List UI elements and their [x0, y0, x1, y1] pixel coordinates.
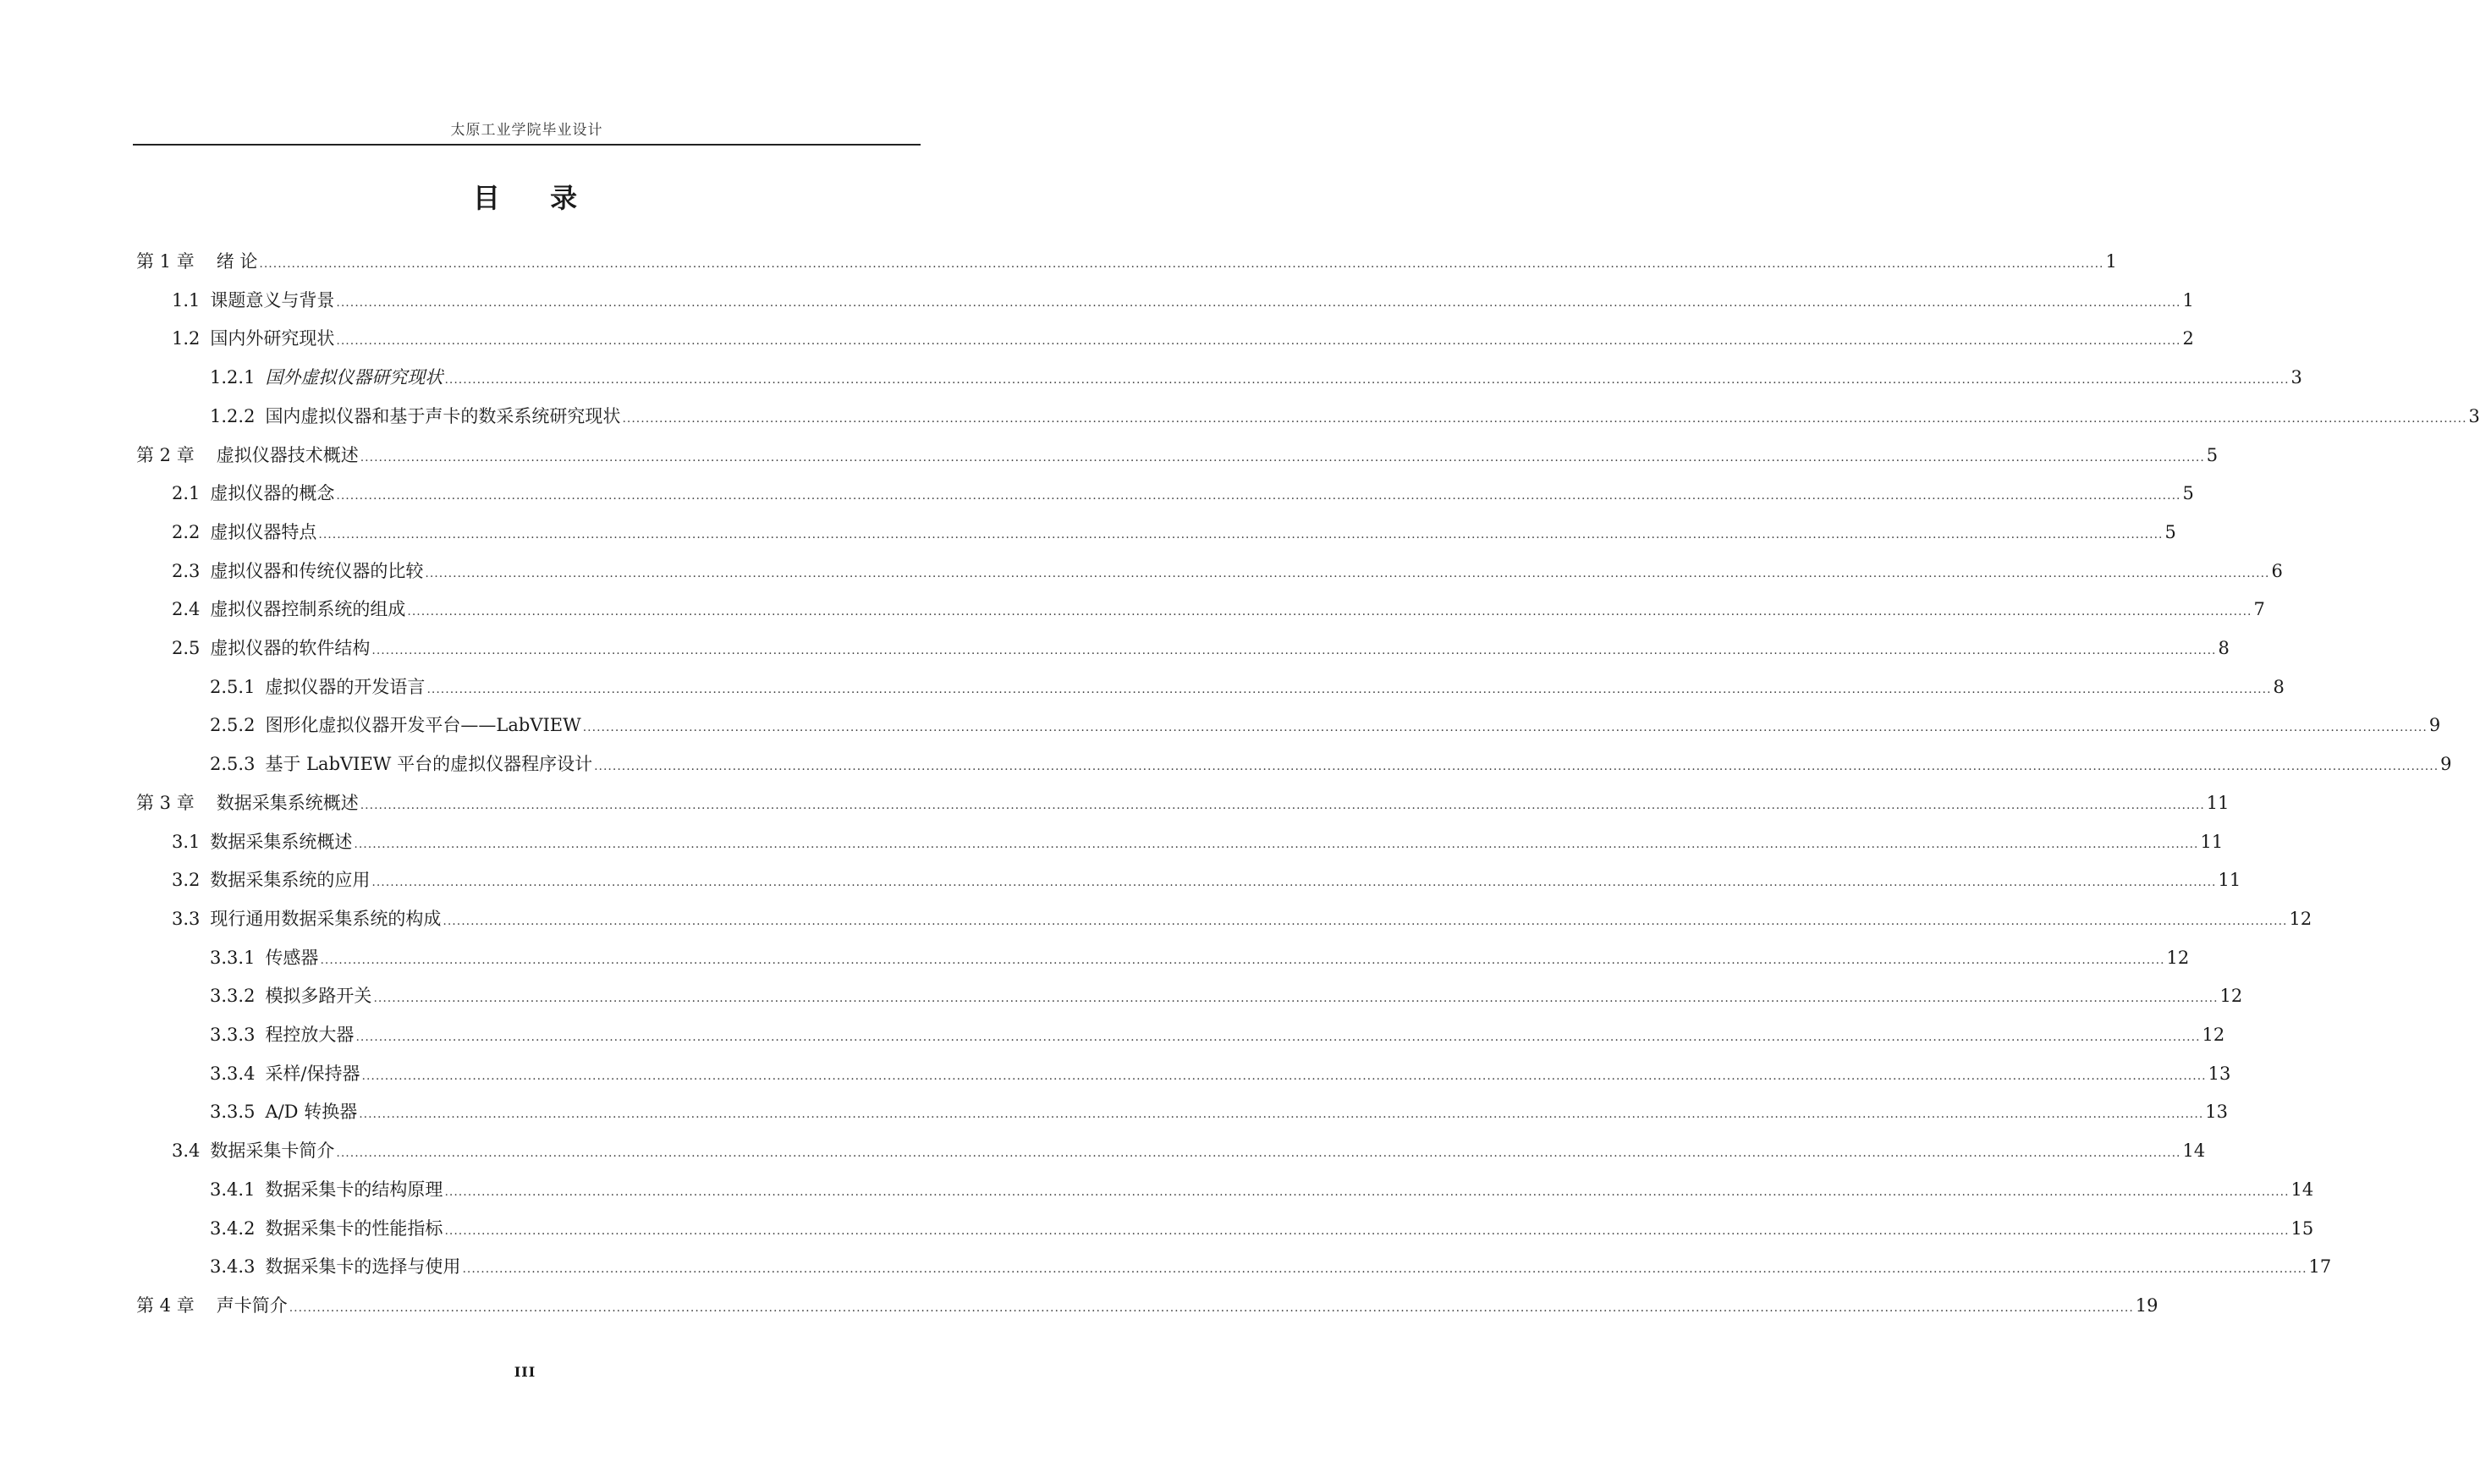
toc-entry-number: 1.2.1 [210, 367, 256, 388]
toc-entry-page: 11 [2218, 870, 2241, 891]
toc-entry[interactable] [210, 1020, 2225, 1050]
toc-entry-page: 9 [2440, 754, 2452, 775]
toc-dot-leader: ................................................................................................................................................................................................................................................................................................................................................................................................................ [371, 644, 2217, 657]
toc-entry-title: 虚拟仪器特点 [210, 521, 317, 542]
toc-dot-leader: ................................................................................................................................................................................................................................................................................................................................................................................................................ [444, 1223, 2290, 1238]
toc-entry-title: 程控放大器 [265, 1025, 355, 1045]
toc-entry-page: 13 [2205, 1102, 2229, 1123]
toc-entry-title: 国外虚拟仪器研究现状 [265, 367, 443, 388]
toc-entry-page: 12 [2166, 947, 2190, 968]
toc-entry-page: 12 [2289, 908, 2312, 929]
toc-entry-number: 3.4.3 [210, 1256, 256, 1278]
toc-entry-title: 采样/保持器 [265, 1063, 360, 1084]
toc-entry[interactable] [210, 749, 2452, 779]
toc-entry-number: 2.5.1 [210, 676, 256, 697]
toc-dot-leader: ................................................................................................................................................................................................................................................................................................................................................................................................................ [426, 682, 2272, 696]
toc-entry-number: 2.1 [172, 483, 201, 504]
toc-entry-page: 15 [2290, 1217, 2314, 1239]
toc-entry-page: 14 [2290, 1179, 2314, 1200]
toc-entry-number: 2.3 [172, 560, 201, 581]
toc-entry-page: 19 [2135, 1294, 2158, 1316]
toc-entry[interactable] [210, 981, 2243, 1011]
toc-dot-leader: ................................................................................................................................................................................................................................................................................................................................................................................................................ [336, 489, 2181, 503]
toc-entry-title: 基于 LabVIEW 平台的虚拟仪器程序设计 [265, 754, 593, 775]
toc-entry[interactable] [210, 672, 2285, 702]
toc-dot-leader: ................................................................................................................................................................................................................................................................................................................................................................................................................ [336, 295, 2181, 310]
toc-entry[interactable] [210, 1097, 2229, 1127]
toc-dot-leader: ................................................................................................................................................................................................................................................................................................................................................................................................................ [371, 876, 2217, 890]
toc-entry-number: 第 1 章 [136, 251, 195, 272]
toc-dot-leader: ................................................................................................................................................................................................................................................................................................................................................................................................................ [407, 605, 2252, 619]
toc-entry-number: 第 2 章 [136, 444, 195, 465]
toc-dot-leader: ................................................................................................................................................................................................................................................................................................................................................................................................................ [373, 992, 2219, 1006]
toc-entry-page: 7 [2253, 599, 2265, 620]
toc-dot-leader: ................................................................................................................................................................................................................................................................................................................................................................................................................ [336, 334, 2181, 349]
toc-entry-number: 3.1 [172, 831, 201, 852]
toc-entry[interactable] [136, 440, 2219, 470]
toc-entry-title: 课题意义与背景 [210, 289, 335, 311]
toc-entry-title: 图形化虚拟仪器开发平台——LabVIEW [265, 715, 581, 736]
toc-entry-title: 数据采集系统的应用 [210, 870, 371, 891]
toc-dot-leader: ................................................................................................................................................................................................................................................................................................................................................................................................................ [462, 1262, 2307, 1277]
toc-entry-number: 2.4 [172, 599, 201, 620]
toc-entry-title: 数据采集卡简介 [210, 1140, 335, 1162]
toc-dot-leader: ................................................................................................................................................................................................................................................................................................................................................................................................................ [354, 837, 2199, 851]
toc-entry-number: 3.3.2 [210, 986, 256, 1007]
toc-entry-page: 3 [2290, 367, 2302, 388]
toc-entry[interactable] [172, 904, 2312, 934]
toc-dot-leader: ................................................................................................................................................................................................................................................................................................................................................................................................................ [289, 1300, 2134, 1315]
page-number: III [514, 1364, 536, 1380]
toc-entry-title: 数据采集系统概述 [210, 831, 353, 852]
toc-entry-page: 5 [2164, 521, 2176, 542]
toc-entry-title: 现行通用数据采集系统的构成 [210, 908, 442, 929]
toc-entry-number: 第 4 章 [136, 1294, 195, 1316]
toc-dot-leader: ................................................................................................................................................................................................................................................................................................................................................................................................................ [259, 257, 2104, 271]
toc-entry[interactable] [172, 827, 2224, 857]
toc-entry-title: 数据采集卡的选择与使用 [265, 1256, 461, 1278]
toc-dot-leader: ................................................................................................................................................................................................................................................................................................................................................................................................................ [622, 411, 2467, 426]
toc-entry-number: 1.1 [172, 289, 201, 311]
toc-entry-number: 1.2 [172, 328, 201, 349]
toc-entry-title: 虚拟仪器的概念 [210, 483, 335, 504]
toc-entry-page: 5 [2182, 483, 2194, 504]
toc-entry-number: 3.3 [172, 908, 201, 929]
toc-entry-title: 虚拟仪器的开发语言 [265, 676, 426, 697]
toc-entry-number: 2.5.3 [210, 754, 256, 775]
toc-entry-number: 3.3.4 [210, 1063, 256, 1084]
toc-entry[interactable] [172, 1135, 2206, 1166]
toc-entry-title: 虚拟仪器控制系统的组成 [210, 599, 406, 620]
toc-entry-title: 数据采集系统概述 [216, 792, 359, 813]
toc-dot-leader: ................................................................................................................................................................................................................................................................................................................................................................................................................ [336, 1146, 2181, 1161]
toc-dot-leader: ................................................................................................................................................................................................................................................................................................................................................................................................................ [444, 373, 2290, 387]
toc-entry-number: 3.4.2 [210, 1217, 256, 1239]
toc-dot-leader: ................................................................................................................................................................................................................................................................................................................................................................................................................ [361, 1069, 2207, 1083]
toc-entry[interactable] [172, 517, 2176, 547]
toc-entry-page: 8 [2218, 638, 2230, 658]
toc-dot-leader: ................................................................................................................................................................................................................................................................................................................................................................................................................ [320, 953, 2165, 967]
toc-dot-leader: ................................................................................................................................................................................................................................................................................................................................................................................................................ [582, 721, 2428, 735]
toc-entry-title: 传感器 [265, 947, 319, 968]
toc-entry-number: 3.2 [172, 870, 201, 891]
toc-entry-number: 第 3 章 [136, 792, 195, 813]
toc-entry-title: 绪 论 [216, 251, 258, 272]
toc-dot-leader: ................................................................................................................................................................................................................................................................................................................................................................................................................ [360, 450, 2205, 464]
toc-dot-leader: ................................................................................................................................................................................................................................................................................................................................................................................................................ [594, 760, 2439, 774]
toc-entry[interactable] [172, 323, 2194, 354]
toc-dot-leader: ................................................................................................................................................................................................................................................................................................................................................................................................................ [360, 798, 2205, 812]
toc-entry[interactable] [210, 1058, 2231, 1089]
toc-entry[interactable] [210, 710, 2441, 740]
toc-entry-page: 14 [2182, 1140, 2206, 1162]
toc-entry-title: 虚拟仪器技术概述 [216, 444, 359, 465]
toc-entry-number: 3.4.1 [210, 1179, 256, 1200]
page-header [133, 117, 921, 146]
toc-entry[interactable] [210, 943, 2190, 973]
toc-entry[interactable] [172, 285, 2194, 316]
toc-entry-page: 12 [2219, 986, 2243, 1007]
toc-entry[interactable] [172, 594, 2265, 624]
toc-entry-title: 国内外研究现状 [210, 328, 335, 349]
toc-entry-page: 13 [2208, 1063, 2231, 1084]
toc-entry[interactable] [172, 633, 2230, 663]
toc-entry-page: 12 [2202, 1025, 2225, 1045]
toc-entry-page: 17 [2308, 1256, 2332, 1278]
toc-entry-title: 声卡简介 [216, 1294, 288, 1316]
toc-title: 目 录 [472, 182, 598, 214]
toc-dot-leader: ................................................................................................................................................................................................................................................................................................................................................................................................................ [443, 914, 2288, 928]
toc-entry-page: 1 [2182, 289, 2194, 311]
toc-entry[interactable] [172, 556, 2283, 586]
toc-entry[interactable] [172, 478, 2194, 508]
toc-entry-number: 2.5 [172, 638, 201, 658]
toc-entry[interactable] [172, 865, 2241, 895]
toc-entry-title: 虚拟仪器的软件结构 [210, 638, 371, 658]
toc-entry[interactable] [136, 246, 2117, 277]
toc-entry-number: 3.3.1 [210, 947, 256, 968]
toc-entry-number: 2.5.2 [210, 715, 256, 736]
toc-entry-page: 11 [2200, 831, 2224, 852]
toc-dot-leader: ................................................................................................................................................................................................................................................................................................................................................................................................................ [444, 1184, 2290, 1199]
toc-entry-page: 5 [2206, 444, 2219, 465]
toc-entry-page: 3 [2468, 405, 2480, 426]
toc-entry-page: 1 [2105, 251, 2117, 272]
toc-entry-number: 2.2 [172, 521, 201, 542]
toc-dot-leader: ................................................................................................................................................................................................................................................................................................................................................................................................................ [359, 1108, 2204, 1122]
toc-entry-page: 2 [2182, 328, 2194, 349]
toc-entry[interactable] [136, 788, 2230, 818]
toc-entry-title: 模拟多路开关 [265, 986, 372, 1007]
toc-entry-page: 6 [2271, 560, 2283, 581]
toc-entry-page: 9 [2428, 715, 2441, 736]
toc-entry-number: 1.2.2 [210, 405, 256, 426]
toc-entry-number: 3.4 [172, 1140, 201, 1162]
toc-entry-number: 3.3.3 [210, 1025, 256, 1045]
toc-entry-number: 3.3.5 [210, 1102, 256, 1123]
toc-dot-leader: ................................................................................................................................................................................................................................................................................................................................................................................................................ [425, 566, 2270, 580]
toc-entry[interactable] [210, 1174, 2314, 1205]
toc-entry-title: A/D 转换器 [265, 1102, 358, 1123]
page-header-title: 太原工业学院毕业设计 [450, 122, 603, 139]
toc-dot-leader: ................................................................................................................................................................................................................................................................................................................................................................................................................ [318, 527, 2164, 541]
toc-entry-title: 虚拟仪器和传统仪器的比较 [210, 560, 424, 581]
toc-entry[interactable] [210, 1213, 2314, 1244]
toc-dot-leader: ................................................................................................................................................................................................................................................................................................................................................................................................................ [355, 1031, 2201, 1044]
toc-entry[interactable] [210, 362, 2302, 393]
toc-entry-title: 数据采集卡的结构原理 [265, 1179, 443, 1200]
toc-entry-title: 数据采集卡的性能指标 [265, 1217, 443, 1239]
toc-entry[interactable] [210, 1251, 2332, 1282]
toc-entry[interactable] [136, 1290, 2158, 1321]
toc-entry-page: 11 [2206, 792, 2230, 813]
toc-entry-page: 8 [2273, 676, 2285, 697]
toc-entry-title: 国内虚拟仪器和基于声卡的数采系统研究现状 [265, 405, 621, 426]
toc-entry[interactable] [210, 401, 2480, 431]
